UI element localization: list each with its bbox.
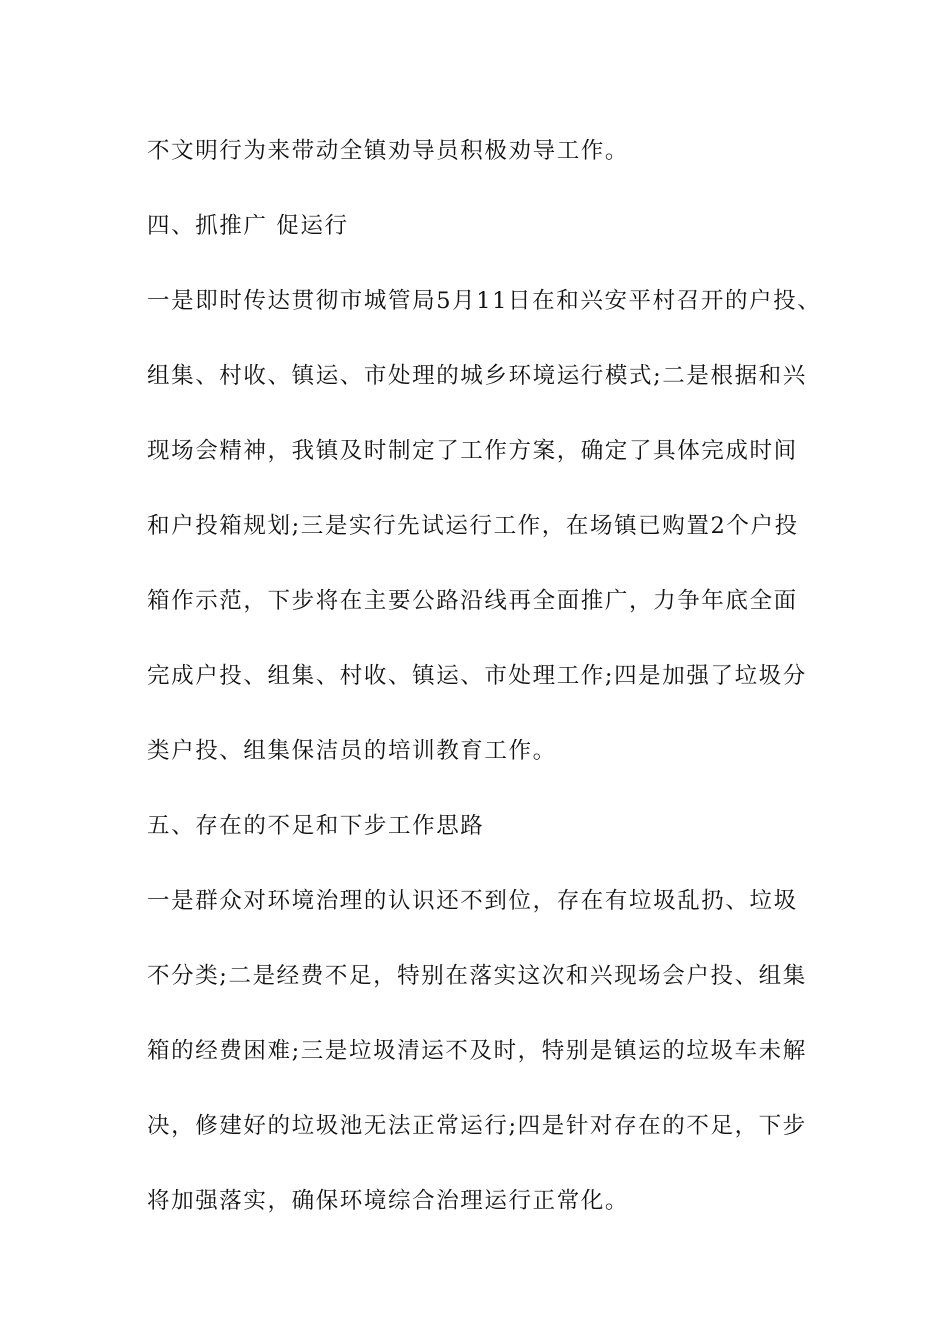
paragraph-line: 现场会精神，我镇及时制定了工作方案，确定了具体完成时间 [147,438,798,464]
paragraph-line: 将加强落实，确保环境综合治理运行正常化。 [147,1188,630,1214]
paragraph-line: 完成户投、组集、村收、镇运、市处理工作;四是加强了垃圾分 [147,663,807,689]
paragraph-line: 类户投、组集保洁员的培训教育工作。 [147,738,557,764]
paragraph-line: 决，修建好的垃圾池无法正常运行;四是针对存在的不足，下步 [147,1113,807,1139]
paragraph-line: 和户投箱规划;三是实行先试运行工作，在场镇已购置2个户投 [147,513,799,539]
paragraph-line: 箱的经费困难;三是垃圾清运不及时，特别是镇运的垃圾车未解 [147,1038,807,1064]
section-heading-4: 四、抓推广 促运行 [147,213,349,239]
paragraph-line: 一是群众对环境治理的认识还不到位，存在有垃圾乱扔、垃圾 [147,888,798,914]
section-heading-5: 五、存在的不足和下步工作思路 [147,813,485,839]
paragraph-line: 不分类;二是经费不足，特别在落实这次和兴现场会户投、组集 [147,963,807,989]
paragraph-line: 一是即时传达贯彻市城管局5月11日在和兴安平村召开的户投、 [147,288,822,314]
paragraph-line: 箱作示范，下步将在主要公路沿线再全面推广，力争年底全面 [147,588,798,614]
paragraph-line: 不文明行为来带动全镇劝导员积极劝导工作。 [147,138,630,164]
paragraph-line: 组集、村收、镇运、市处理的城乡环境运行模式;二是根据和兴 [147,363,807,389]
